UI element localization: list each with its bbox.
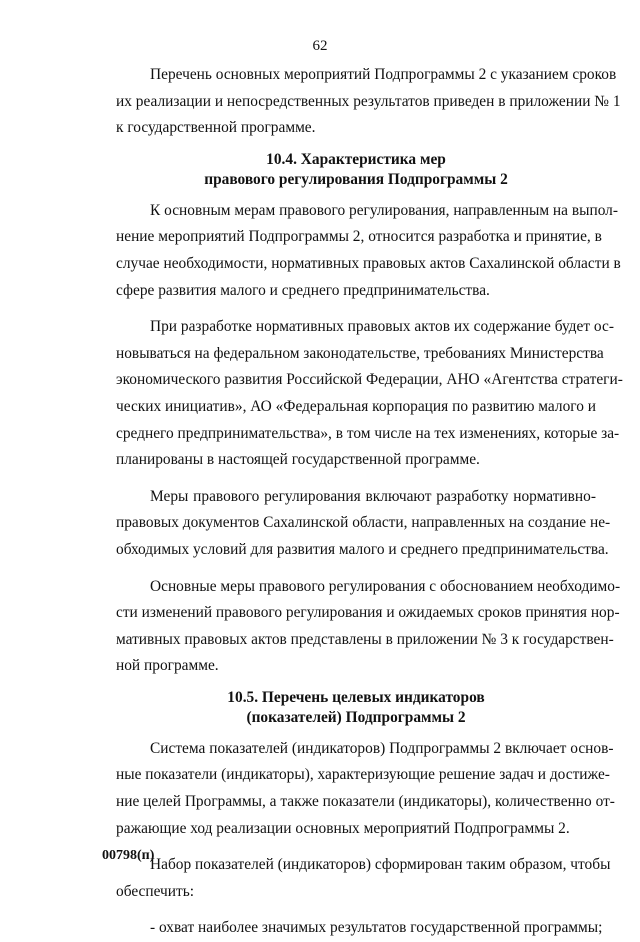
text-line: Набор показателей (индикаторов) сформирован таким образом, чтобы [150,856,611,874]
document-code: 00798(п) [102,848,155,863]
text-line: К основным мерам правового регулирования, направленным на выпол- [150,201,618,219]
text-line: обеспечить: [116,882,195,900]
text-line: сфере развития малого и среднего предпринимательства. [116,281,490,299]
text-line: - охват наиболее значимых результатов государственной программы; [150,919,603,937]
paragraph-indicator-system [116,736,615,842]
heading-line: правового регулирования Подпрограммы 2 [204,170,508,188]
heading-line: 10.4. Характеристика мер [266,150,446,168]
text-line: их реализации и непосредственных результатов приведен в приложении № 1 [116,92,621,110]
text-line: правовых документов Сахалинской области, направленных на создание не- [116,514,611,532]
text-line: экономического развития Российской Федерации, АНО «Агентства стратеги- [116,371,623,389]
text-line: ражающие ход реализации основных мероприятий Подпрограммы 2. [116,819,570,837]
paragraph-indicator-set [116,852,611,905]
text-line: Основные меры правового регулирования с обоснованием необходимо- [150,577,621,595]
text-line: случае необходимости, нормативных правовых актов Сахалинской области в [116,254,621,272]
paragraph-legal-measures [116,198,621,304]
list-item-coverage [116,915,603,942]
page-content [116,62,623,942]
text-line: ные показатели (индикаторы), характеризующие решение задач и достиже- [116,766,610,784]
text-line: обходимых условий для развития малого и среднего предпринимательства. [116,540,609,558]
text-line: ной программе. [116,657,219,675]
text-line: ние целей Программы, а также показатели (индикаторы), количественно от- [116,793,615,811]
text-line: Система показателей (индикаторов) Подпрограммы 2 включает основ- [150,739,614,757]
paragraph-appendix-3-reference [116,574,621,680]
paragraph-legal-acts-content [116,314,623,474]
text-line: сти изменений правового регулирования и ожидаемых сроков принятия нор- [116,604,620,622]
text-line: При разработке нормативных правовых актов их содержание будет ос- [150,318,614,336]
text-line: среднего предпринимательства», в том числе на тех изменениях, которые за- [116,424,620,442]
text-line: новываться на федеральном законодательстве, требованиях Министерства [116,344,604,362]
heading-line: 10.5. Перечень целевых индикаторов [227,688,485,706]
text-line: ческих инициатив», АО «Федеральная корпорация по развитию малого и [116,397,596,415]
heading-line: (показателей) Подпрограммы 2 [246,708,466,726]
paragraph-regulation-measures [116,484,611,564]
text-line: нение мероприятий Подпрограммы 2, относится разработка и принятие, в [116,228,602,246]
text-line: к государственной программе. [116,119,316,137]
text-line: планированы в настоящей государственной программе. [116,451,480,469]
text-line: Перечень основных мероприятий Подпрограммы 2 с указанием сроков [150,66,617,83]
section-heading-10-4 [116,150,596,190]
paragraph-appendix-1-reference [116,62,621,142]
section-heading-10-5 [116,688,596,728]
text-line: мативных правовых актов представлены в приложении № 3 к государствен- [116,630,614,648]
page-number: 62 [312,38,328,54]
text-line: Меры правового регулирования включают разработку нормативно- [150,487,596,505]
